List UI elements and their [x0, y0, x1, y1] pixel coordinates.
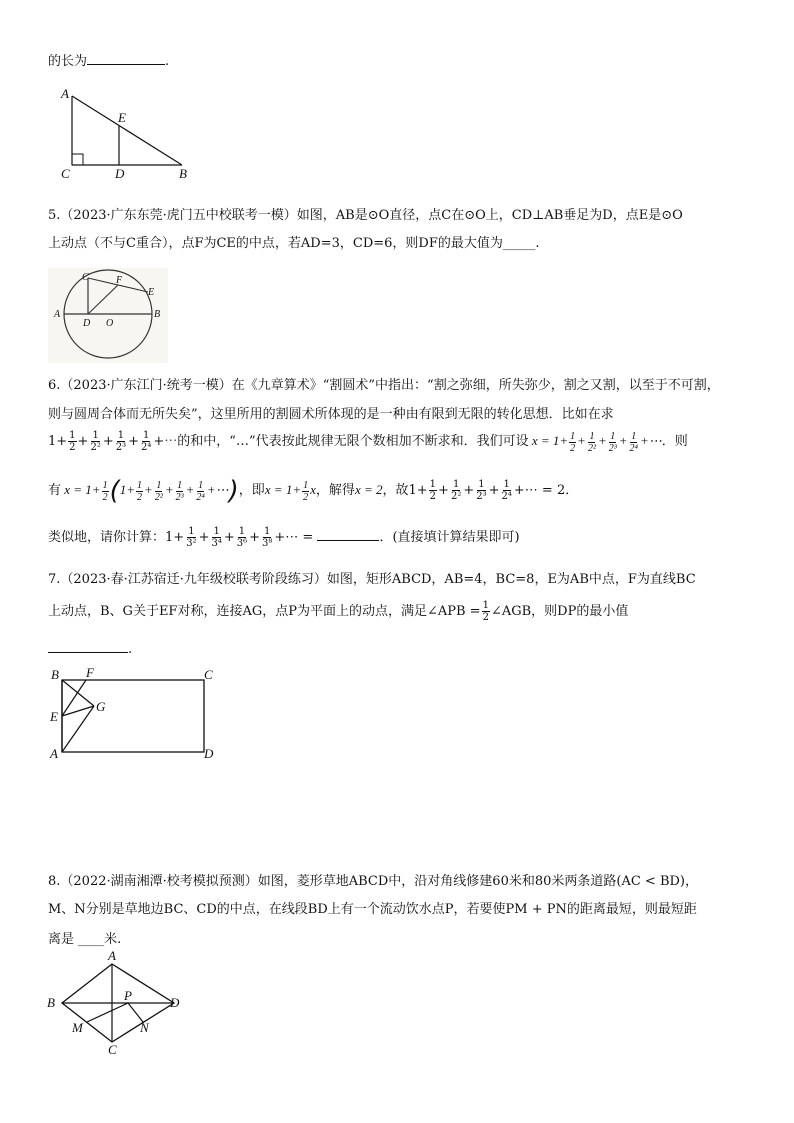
continuation-line — [48, 50, 169, 69]
answer-blank[interactable] — [317, 528, 379, 541]
figure-right-triangle — [55, 88, 195, 183]
period: . — [165, 54, 170, 69]
q6-line-3-end: ．则 — [661, 434, 688, 449]
q8-line-2: M、N分别是草地边BC、CD的中点，在线段BD上有一个流动饮水点P，若要使PM + PN的距离最短，则最短距 — [48, 902, 697, 917]
period: . — [128, 642, 133, 657]
label-d: D — [204, 746, 214, 761]
label-p: P — [124, 988, 132, 1003]
q7-line-1: 7.（2023·春·江苏宿迁·九年级校联考阶段练习）如图，矩形ABCD，AB=4，BC=8，E为AB中点，F为直线BC — [48, 572, 696, 587]
q6-line-5-pre: 类似地，请你计算： — [48, 530, 166, 545]
q6-line-1: 6.（2023·广东江门·统考一模）在《九章算术》“割圆术”中指出：“割之弥细，所失弥少，割之又割，以至于不可割， — [48, 378, 720, 393]
answer-blank[interactable] — [48, 640, 128, 653]
label-c: C — [61, 166, 70, 181]
q6-line-4 — [48, 476, 578, 506]
label-d: D — [170, 995, 180, 1010]
q6-line-4-pre: 有 — [48, 482, 62, 498]
label-c: C — [82, 272, 89, 283]
label-e: E — [118, 110, 126, 125]
label-g: G — [96, 699, 106, 714]
label-m: M — [72, 1020, 83, 1035]
series-formula-3: x = 1+ $\frac{1}{2}$ (1+ $\frac{1}{2}$ + $\frac{1}{\text{2²}}$ + $\frac{1}{\text{2³}}$ + $\frac{1}{\text{2⁴}}$ +⋯) — [61, 476, 239, 506]
label-b: B — [47, 995, 55, 1010]
q6-line-4-mid2: ，解得 — [315, 482, 355, 498]
series-formula-2: x = 1+ $\frac{1}{2}$ + $\frac{1}{\text{2²}}$ + $\frac{1}{\text{2³}}$ + $\frac{1}{\text{2⁴}}$ +⋯ — [528, 430, 662, 454]
q7-line-2 — [48, 600, 628, 623]
q6-line-2: 则与圆周合体而无所失矣”，这里所用的割圆术所体现的是一种由有限到无限的转化思想．比如在求 — [48, 407, 614, 422]
label-a: A — [108, 948, 116, 963]
q6-line-4-end: ． — [565, 482, 579, 498]
label-e: E — [50, 709, 58, 724]
series-formula-6: 1+ $\frac{1}{2}$ + $\frac{1}{\text{2²}}$ + $\frac{1}{\text{2³}}$ + $\frac{1}{\text{2⁴}}$ +⋯ = 2 — [408, 478, 566, 502]
label-b: B — [179, 166, 187, 181]
q7-line-2-post: ∠AGB，则DP的最小值 — [490, 604, 629, 619]
q6-line-3-text: 的和中，“…”代表按此规律无限个数相加不断求和．我们可设 — [177, 434, 529, 449]
q6-line-3 — [48, 430, 688, 454]
figure-rhombus — [44, 948, 194, 1058]
q6-line-4-mid3: ，故 — [382, 482, 409, 498]
label-o: O — [106, 318, 114, 329]
label-a: A — [50, 746, 58, 761]
label-c: C — [108, 1042, 117, 1057]
label-e: E — [148, 287, 155, 298]
label-b: B — [51, 667, 59, 682]
q5-line-1: 5.（2023·广东东莞·虎门五中校联考一模）如图，AB是⊙O直径，点C在⊙O上，CD⊥AB垂足为D，点E是⊙O — [48, 208, 683, 223]
label-f: F — [86, 665, 94, 680]
series-formula-4: x = 1+ $\frac{1}{2}$ x — [264, 479, 316, 503]
label-f: F — [116, 275, 123, 286]
figure-rectangle — [48, 664, 223, 764]
continuation-text: 的长为 — [48, 54, 88, 69]
series-formula-7: 1+ $\frac{1}{\text{3²}}$ + $\frac{1}{\text{3⁴}}$ + $\frac{1}{\text{3⁶}}$ + $\frac{1}{\text{3⁸}}$ +⋯ = — [165, 526, 318, 549]
q7-line-2-pre: 上动点，B、G关于EF对称，连接AG，点P为平面上的动点，满足∠APB = — [48, 604, 481, 619]
figure-circle — [48, 268, 168, 363]
label-d: D — [115, 166, 125, 181]
q7-line-3 — [48, 640, 132, 657]
answer-blank[interactable] — [87, 52, 165, 65]
q6-line-4-mid: ，即 — [238, 482, 265, 498]
q6-line-5-end: ．(直接填计算结果即可) — [379, 530, 520, 545]
label-d: D — [83, 318, 91, 329]
q6-line-5 — [48, 526, 520, 549]
q5-line-2: 上动点（不与C重合），点F为CE的中点，若AD=3，CD=6，则DF的最大值为_____. — [48, 236, 540, 251]
label-a: A — [61, 86, 69, 101]
label-c: C — [204, 667, 213, 682]
series-formula-5: x = 2 — [354, 481, 383, 497]
label-a: A — [54, 309, 61, 320]
label-b: B — [154, 309, 161, 320]
label-n: N — [140, 1020, 149, 1035]
half-fraction: $\frac{1}{2}$ — [482, 600, 489, 623]
q8-line-3: 离是 ____米. — [48, 932, 122, 947]
series-formula-1: 1+ $\frac{1}{2}$ + $\frac{1}{\text{2²}}$ + $\frac{1}{\text{2³}}$ + $\frac{1}{\text{2⁴}}$ +⋯ — [48, 430, 178, 453]
q8-line-1: 8.（2022·湖南湘潭·校考模拟预测）如图，菱形草地ABCD中，沿对角线修建60米和80米两条道路(AC < BD)， — [48, 874, 699, 889]
